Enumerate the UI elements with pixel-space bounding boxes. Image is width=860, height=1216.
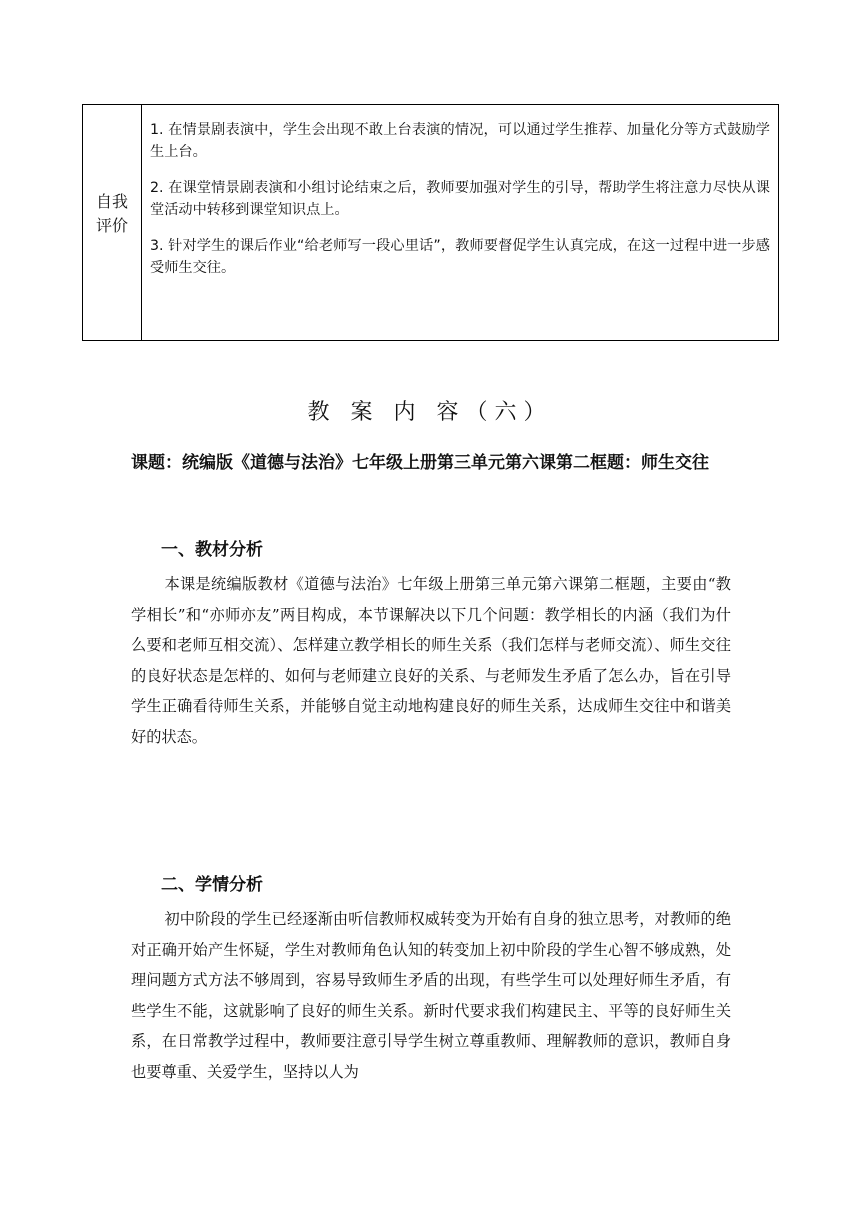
self-evaluation-label: 自我评价 [95, 191, 128, 235]
evaluation-item-3: 3. 针对学生的课后作业“给老师写一段心里话”，教师要督促学生认真完成，在这一过程中进一步感受师生交往。 [150, 238, 770, 276]
section-paragraph-textbook-analysis: 本课是统编版教材《道德与法治》七年级上册第三单元第六课第二框题，主要由“教学相长”和“亦师亦友”两目构成，本节课解决以下几个问题：教学相长的内涵（我们为什么要和老师互相交流）、怎样建立教学相长的师生关系（我们怎样与老师交流）、师生交往的良好状态是怎样的、如何与老师建立良好的关系、与老师发生矛盾了怎么办，旨在引导学生正确看待师生关系，并能够自觉主动地构建良好的师生关系，达成师生交往中和谐美好的状态。 [131, 575, 731, 746]
evaluation-item-1: 1. 在情景剧表演中，学生会出现不敢上台表演的情况，可以通过学生推荐、加量化分等方式鼓励学生上台。 [150, 122, 770, 160]
self-evaluation-table [82, 104, 779, 341]
evaluation-item-2: 2. 在课堂情景剧表演和小组讨论结束之后，教师要加强对学生的引导，帮助学生将注意力尽快从课堂活动中转移到课堂知识点上。 [150, 180, 770, 218]
section-title-student-analysis: 二、学情分析 [161, 875, 263, 895]
lesson-plan-heading: 教 案 内 容（六） [307, 400, 553, 425]
section-paragraph-student-analysis: 初中阶段的学生已经逐渐由听信教师权威转变为开始有自身的独立思考，对教师的绝对正确开始产生怀疑，学生对教师角色认知的转变加上初中阶段的学生心智不够成熟，处理问题方式方法不够周到，容易导致师生矛盾的出现，有些学生可以处理好师生矛盾，有些学生不能，这就影响了良好的师生关系。新时代要求我们构建民主、平等的良好师生关系，在日常教学过程中，教师要注意引导学生树立尊重教师、理解教师的意识，教师自身也要尊重、关爱学生，坚持以人为 [131, 910, 731, 1081]
lesson-topic: 课题：统编版《道德与法治》七年级上册第三单元第六课第二框题：师生交往 [131, 453, 709, 473]
self-evaluation-content-cell [142, 105, 778, 340]
self-evaluation-label-cell [83, 105, 142, 340]
section-title-textbook-analysis: 一、教材分析 [161, 540, 263, 560]
